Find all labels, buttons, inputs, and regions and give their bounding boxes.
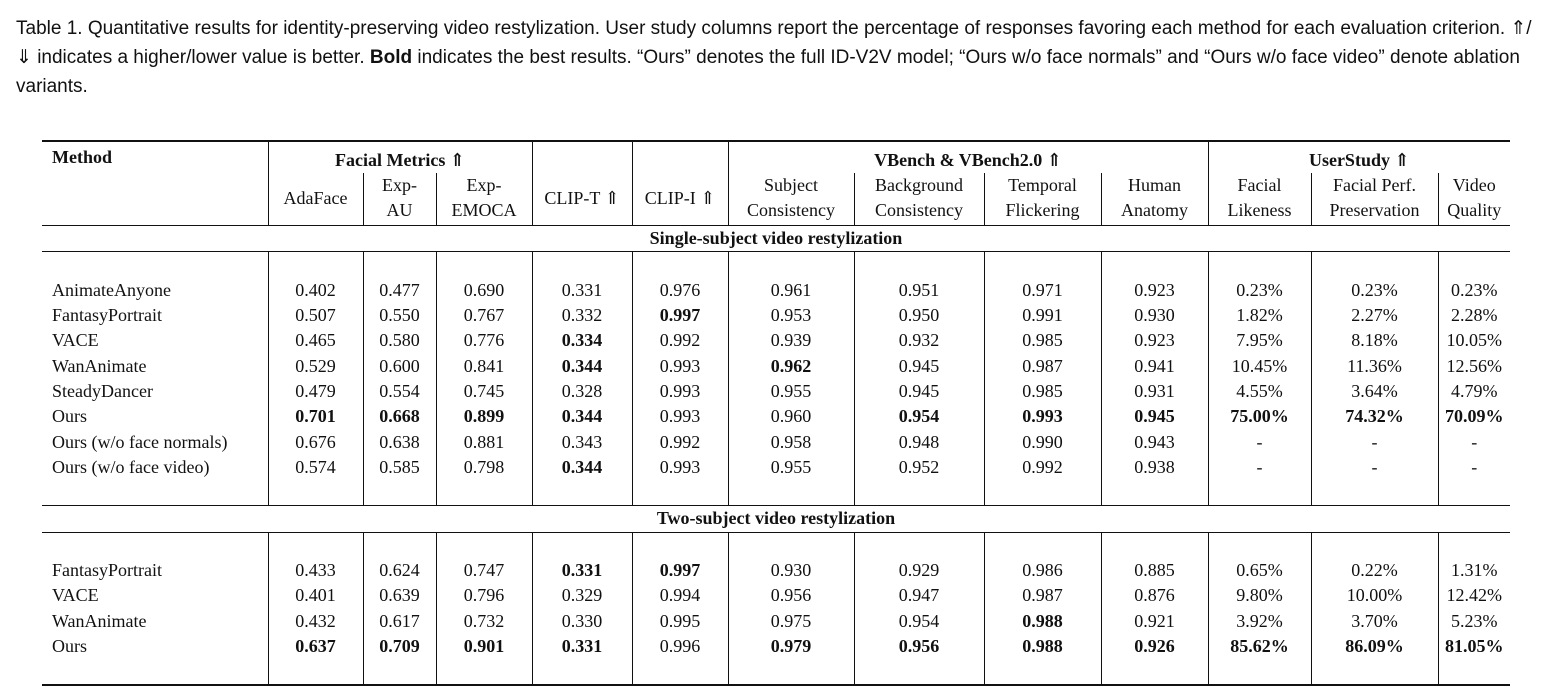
spacer-cell (854, 659, 984, 685)
value-cell: 0.945 (854, 353, 984, 378)
column-header (1311, 173, 1438, 226)
column-header-line2: Likeness (1227, 200, 1292, 220)
caption-prefix: Table 1. Quantitative results for identity-preserving video restylization. User study columns report the percentage of responses favoring each method for each evaluation criterion. ⇑/⇓ indicates a higher/lower value is better. (16, 18, 1532, 68)
value-cell: 0.985 (984, 328, 1101, 353)
value-cell: 0.995 (632, 608, 728, 633)
value-cell: 0.23% (1438, 278, 1510, 303)
spacer-cell (1311, 252, 1438, 278)
value-cell: 12.42% (1438, 583, 1510, 608)
value-cell: 0.344 (532, 353, 632, 378)
table-row (42, 303, 1510, 328)
value-cell: 0.992 (984, 455, 1101, 480)
value-cell: 0.881 (436, 429, 532, 454)
method-cell: SteadyDancer (52, 380, 153, 401)
value-cell: 0.331 (532, 278, 632, 303)
caption-suffix: indicates the best results. “Ours” denotes the full ID-V2V model; “Ours w/o face normals” and “Ours w/o face video” denote ablation variants. (16, 47, 1520, 97)
value-cell: 10.05% (1438, 328, 1510, 353)
value-cell: - (1208, 429, 1311, 454)
spacer-cell (532, 252, 632, 278)
value-cell: 0.465 (268, 328, 363, 353)
spacer-cell (1311, 480, 1438, 506)
table-row (42, 278, 1510, 303)
spacer-cell (268, 532, 363, 558)
spacer-cell (1208, 252, 1311, 278)
value-cell: 8.18% (1311, 328, 1438, 353)
spacer-row (42, 532, 1510, 558)
value-cell: 9.80% (1208, 583, 1311, 608)
spacer-cell (363, 659, 436, 685)
column-header-line1: Exp- (466, 175, 502, 195)
spacer-cell (436, 532, 532, 558)
value-cell: 0.955 (728, 379, 854, 404)
spacer-cell (532, 480, 632, 506)
value-cell: 11.36% (1311, 353, 1438, 378)
value-cell: 0.979 (728, 634, 854, 659)
value-cell: 0.956 (854, 634, 984, 659)
value-cell: 0.988 (984, 608, 1101, 633)
value-cell: 0.923 (1101, 328, 1208, 353)
column-header-line1: Facial (1237, 175, 1282, 195)
column-header-line2: Flickering (1005, 200, 1080, 220)
table-row (42, 379, 1510, 404)
value-cell: 0.930 (728, 558, 854, 583)
value-cell: 0.993 (632, 455, 728, 480)
value-cell: 0.550 (363, 303, 436, 328)
column-header-line2: EMOCA (451, 200, 517, 220)
spacer-cell (42, 532, 268, 558)
value-cell: 70.09% (1438, 404, 1510, 429)
value-cell: 74.32% (1311, 404, 1438, 429)
value-cell: - (1438, 455, 1510, 480)
column-header-line1: CLIP-T ⇑ (544, 187, 620, 208)
value-cell: 0.990 (984, 429, 1101, 454)
column-header (854, 173, 984, 226)
spacer-row (42, 659, 1510, 685)
value-cell: 0.798 (436, 455, 532, 480)
value-cell: 0.776 (436, 328, 532, 353)
value-cell: 0.477 (363, 278, 436, 303)
table-row (42, 455, 1510, 480)
value-cell: 0.332 (532, 303, 632, 328)
column-header-line1: Background (875, 175, 963, 195)
value-cell: 0.993 (632, 379, 728, 404)
value-cell: 0.344 (532, 404, 632, 429)
value-cell: 0.732 (436, 608, 532, 633)
spacer-cell (42, 659, 268, 685)
spacer-cell (42, 252, 268, 278)
spacer-cell (363, 480, 436, 506)
column-header-line2: Preservation (1329, 200, 1420, 220)
value-cell: 3.70% (1311, 608, 1438, 633)
value-cell: 0.986 (984, 558, 1101, 583)
method-header: Method (52, 147, 112, 167)
value-cell: - (1208, 455, 1311, 480)
value-cell: 0.993 (632, 353, 728, 378)
value-cell: 0.929 (854, 558, 984, 583)
table-row (42, 608, 1510, 633)
value-cell: 0.921 (1101, 608, 1208, 633)
column-header-line2: Anatomy (1121, 200, 1188, 220)
userstudy-group-header: UserStudy ⇑ (1208, 141, 1510, 173)
value-cell: 81.05% (1438, 634, 1510, 659)
value-cell: 0.580 (363, 328, 436, 353)
value-cell: 3.64% (1311, 379, 1438, 404)
value-cell: 0.931 (1101, 379, 1208, 404)
table-row (42, 404, 1510, 429)
method-cell: FantasyPortrait (52, 560, 162, 580)
section-header-row (42, 506, 1510, 532)
spacer-cell (1208, 659, 1311, 685)
caption-bold-word: Bold (369, 47, 413, 68)
value-cell: 0.954 (854, 404, 984, 429)
value-cell: 0.948 (854, 429, 984, 454)
facial-metrics-group-header: Facial Metrics ⇑ (268, 141, 532, 173)
value-cell: 0.701 (268, 404, 363, 429)
column-header-line1: CLIP-I ⇑ (644, 187, 716, 208)
spacer-cell (1101, 659, 1208, 685)
value-cell: 0.344 (532, 455, 632, 480)
value-cell: 0.668 (363, 404, 436, 429)
value-cell: 0.585 (363, 455, 436, 480)
value-cell: 0.796 (436, 583, 532, 608)
results-table (42, 140, 1510, 686)
value-cell: 0.961 (728, 278, 854, 303)
column-header-line2: Consistency (875, 200, 963, 220)
value-cell: 0.23% (1311, 278, 1438, 303)
spacer-cell (854, 532, 984, 558)
value-cell: 12.56% (1438, 353, 1510, 378)
spacer-cell (1438, 532, 1510, 558)
table-row (42, 634, 1510, 659)
spacer-row (42, 252, 1510, 278)
value-cell: 0.993 (984, 404, 1101, 429)
value-cell: 0.745 (436, 379, 532, 404)
value-cell: 0.992 (632, 328, 728, 353)
table-row (42, 583, 1510, 608)
column-header (728, 173, 854, 226)
table-row (42, 429, 1510, 454)
spacer-cell (984, 659, 1101, 685)
spacer-row (42, 480, 1510, 506)
value-cell: 0.767 (436, 303, 532, 328)
value-cell: 0.993 (632, 404, 728, 429)
table-row (42, 558, 1510, 583)
value-cell: 0.747 (436, 558, 532, 583)
method-cell: FantasyPortrait (52, 305, 162, 326)
table-row (42, 353, 1510, 378)
value-cell: 0.956 (728, 583, 854, 608)
value-cell: 0.976 (632, 278, 728, 303)
spacer-cell (532, 659, 632, 685)
column-header-line1: Temporal (1008, 175, 1077, 195)
value-cell: 0.433 (268, 558, 363, 583)
column-header (268, 173, 363, 226)
value-cell: 0.639 (363, 583, 436, 608)
value-cell: 0.992 (632, 429, 728, 454)
value-cell: 0.334 (532, 328, 632, 353)
method-cell: VACE (52, 330, 99, 351)
spacer-cell (728, 480, 854, 506)
spacer-cell (1311, 659, 1438, 685)
spacer-cell (268, 659, 363, 685)
value-cell: 0.952 (854, 455, 984, 480)
value-cell: 0.947 (854, 583, 984, 608)
value-cell: 0.997 (632, 303, 728, 328)
value-cell: 0.954 (854, 608, 984, 633)
value-cell: 86.09% (1311, 634, 1438, 659)
value-cell: - (1311, 455, 1438, 480)
value-cell: 0.331 (532, 558, 632, 583)
value-cell: 0.554 (363, 379, 436, 404)
value-cell: - (1311, 429, 1438, 454)
table-body (42, 226, 1510, 686)
spacer-cell (436, 480, 532, 506)
method-cell: Ours (w/o face video) (52, 456, 210, 477)
spacer-cell (728, 532, 854, 558)
vbench-group-header: VBench & VBench2.0 ⇑ (728, 141, 1208, 173)
value-cell: 0.574 (268, 455, 363, 480)
spacer-cell (1208, 532, 1311, 558)
spacer-cell (1438, 252, 1510, 278)
column-header (984, 173, 1101, 226)
value-cell: 0.617 (363, 608, 436, 633)
spacer-cell (1438, 659, 1510, 685)
value-cell: 0.624 (363, 558, 436, 583)
spacer-cell (436, 252, 532, 278)
value-cell: 4.79% (1438, 379, 1510, 404)
value-cell: 0.945 (854, 379, 984, 404)
value-cell: 0.991 (984, 303, 1101, 328)
method-cell: VACE (52, 585, 99, 606)
spacer-cell (1101, 532, 1208, 558)
spacer-cell (854, 480, 984, 506)
value-cell: 0.637 (268, 634, 363, 659)
method-cell: Ours (w/o face normals) (52, 431, 228, 452)
spacer-cell (268, 252, 363, 278)
value-cell: 0.930 (1101, 303, 1208, 328)
value-cell: 0.876 (1101, 583, 1208, 608)
value-cell: 0.899 (436, 404, 532, 429)
value-cell: 0.996 (632, 634, 728, 659)
value-cell: 0.962 (728, 353, 854, 378)
value-cell: 0.951 (854, 278, 984, 303)
section-header-row (42, 226, 1510, 252)
value-cell: 0.331 (532, 634, 632, 659)
value-cell: 1.82% (1208, 303, 1311, 328)
value-cell: 85.62% (1208, 634, 1311, 659)
column-header (1101, 173, 1208, 226)
table-header (42, 141, 1510, 226)
column-header (1208, 173, 1311, 226)
value-cell: 2.28% (1438, 303, 1510, 328)
value-cell: 0.328 (532, 379, 632, 404)
value-cell: 0.841 (436, 353, 532, 378)
value-cell: 0.65% (1208, 558, 1311, 583)
column-header (1438, 173, 1510, 226)
value-cell: 0.953 (728, 303, 854, 328)
value-cell: 0.987 (984, 583, 1101, 608)
value-cell: 0.638 (363, 429, 436, 454)
value-cell: 0.330 (532, 608, 632, 633)
value-cell: 4.55% (1208, 379, 1311, 404)
value-cell: 0.950 (854, 303, 984, 328)
column-header-line1: AdaFace (283, 187, 348, 208)
results-table-container (42, 140, 1510, 686)
value-cell: 0.600 (363, 353, 436, 378)
spacer-cell (363, 532, 436, 558)
value-cell: 0.507 (268, 303, 363, 328)
column-header (532, 173, 632, 226)
column-header-line2: Consistency (747, 200, 835, 220)
section-title: Single-subject video restylization (649, 228, 903, 249)
value-cell: 0.329 (532, 583, 632, 608)
value-cell: 0.960 (728, 404, 854, 429)
spacer-cell (632, 532, 728, 558)
value-cell: 1.31% (1438, 558, 1510, 583)
value-cell: 0.690 (436, 278, 532, 303)
value-cell: 2.27% (1311, 303, 1438, 328)
spacer-cell (1438, 480, 1510, 506)
spacer-cell (532, 532, 632, 558)
method-cell: WanAnimate (52, 610, 147, 631)
column-header (436, 173, 532, 226)
spacer-cell (854, 252, 984, 278)
value-cell: 0.941 (1101, 353, 1208, 378)
value-cell: 0.939 (728, 328, 854, 353)
value-cell: 0.901 (436, 634, 532, 659)
value-cell: 0.994 (632, 583, 728, 608)
table-caption (16, 14, 1544, 101)
value-cell: 0.676 (268, 429, 363, 454)
column-header-line1: Human (1128, 175, 1181, 195)
spacer-cell (728, 659, 854, 685)
spacer-cell (363, 252, 436, 278)
value-cell: 0.945 (1101, 404, 1208, 429)
value-cell: 0.932 (854, 328, 984, 353)
blank-group-cell (632, 141, 728, 173)
value-cell: 0.938 (1101, 455, 1208, 480)
value-cell: 0.988 (984, 634, 1101, 659)
spacer-cell (1311, 532, 1438, 558)
value-cell: 0.958 (728, 429, 854, 454)
value-cell: 10.00% (1311, 583, 1438, 608)
value-cell: 0.975 (728, 608, 854, 633)
spacer-cell (1208, 480, 1311, 506)
value-cell: 5.23% (1438, 608, 1510, 633)
column-header (363, 173, 436, 226)
column-header-line1: Subject (764, 175, 818, 195)
method-cell: AnimateAnyone (52, 279, 171, 300)
value-cell: 0.955 (728, 455, 854, 480)
spacer-cell (632, 252, 728, 278)
value-cell: 0.987 (984, 353, 1101, 378)
spacer-cell (984, 480, 1101, 506)
value-cell: 0.971 (984, 278, 1101, 303)
value-cell: 0.529 (268, 353, 363, 378)
spacer-cell (436, 659, 532, 685)
spacer-cell (984, 532, 1101, 558)
value-cell: 0.926 (1101, 634, 1208, 659)
value-cell: 0.343 (532, 429, 632, 454)
column-header-line2: AU (386, 200, 413, 220)
value-cell: 0.479 (268, 379, 363, 404)
value-cell: 0.432 (268, 608, 363, 633)
value-cell: 7.95% (1208, 328, 1311, 353)
column-header-line2: Quality (1447, 200, 1502, 220)
value-cell: 75.00% (1208, 404, 1311, 429)
section-title: Two-subject video restylization (656, 508, 896, 529)
spacer-cell (984, 252, 1101, 278)
method-cell: WanAnimate (52, 355, 147, 376)
value-cell: 0.401 (268, 583, 363, 608)
value-cell: 0.23% (1208, 278, 1311, 303)
spacer-cell (1101, 480, 1208, 506)
method-cell: Ours (52, 635, 87, 656)
method-cell: Ours (52, 406, 87, 427)
spacer-cell (632, 659, 728, 685)
table-row (42, 328, 1510, 353)
spacer-cell (42, 480, 268, 506)
column-header-line1: Facial Perf. (1333, 175, 1416, 195)
blank-group-cell (532, 141, 632, 173)
value-cell: - (1438, 429, 1510, 454)
spacer-cell (268, 480, 363, 506)
column-header-line1: Video (1452, 175, 1496, 195)
value-cell: 0.22% (1311, 558, 1438, 583)
value-cell: 0.997 (632, 558, 728, 583)
value-cell: 0.985 (984, 379, 1101, 404)
spacer-cell (632, 480, 728, 506)
value-cell: 0.923 (1101, 278, 1208, 303)
value-cell: 0.943 (1101, 429, 1208, 454)
column-header-line1: Exp- (382, 175, 417, 195)
value-cell: 0.709 (363, 634, 436, 659)
value-cell: 10.45% (1208, 353, 1311, 378)
value-cell: 0.402 (268, 278, 363, 303)
value-cell: 3.92% (1208, 608, 1311, 633)
column-header (632, 173, 728, 226)
value-cell: 0.885 (1101, 558, 1208, 583)
spacer-cell (1101, 252, 1208, 278)
spacer-cell (728, 252, 854, 278)
